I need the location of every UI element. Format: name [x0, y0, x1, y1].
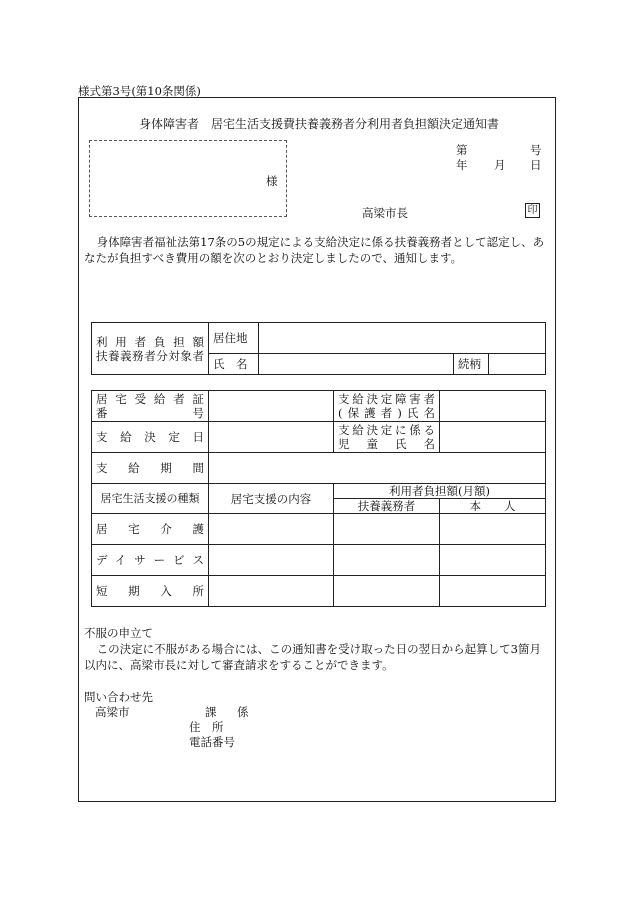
appeal-text: この決定に不服がある場合には、この通知書を受け取った日の翌日から起算して3箇月以内に、高梁市長に対して審査請求をすることができます。 [84, 642, 541, 672]
relation-value [489, 354, 546, 375]
document-title: 身体障害者 居宅生活支援費扶養義務者分利用者負担額決定通知書 [139, 117, 500, 131]
date-month: 月 [494, 158, 506, 172]
burden-target-header: 利用者負担額 扶養義務者分対象者 [92, 323, 209, 375]
contact-address-label: 住 所 [189, 720, 224, 734]
service-content-cell [209, 545, 334, 576]
doc-no-dai: 第 [456, 143, 468, 157]
decision-date-label: 支給決定日 [92, 422, 209, 453]
burden-self-cell [440, 576, 546, 607]
child-value [440, 422, 546, 453]
burden-supporter-header: 扶養義務者 [334, 499, 440, 514]
contact-ka: 課 [205, 705, 217, 719]
service-content-cell [209, 514, 334, 545]
doc-no-go: 号 [530, 143, 542, 157]
name-label: 氏 名 [209, 354, 259, 375]
service-content-header: 居宅支援の内容 [209, 484, 334, 514]
appeal-heading: 不服の申立て [84, 626, 153, 640]
child-label: 支給決定に係る 児童氏名 [334, 422, 440, 453]
applicant-table [91, 322, 546, 375]
date-year: 年 [456, 158, 468, 172]
recipient-cert-number [209, 391, 334, 422]
contact-city: 高梁市 [95, 705, 130, 719]
service-row-home-care: 居宅介護 [92, 514, 209, 545]
burden-supporter-cell [334, 545, 440, 576]
service-type-header: 居宅生活支援の種類 [92, 484, 209, 514]
contact-heading: 問い合わせ先 [84, 690, 153, 704]
seal-mark: 印 [525, 203, 540, 218]
issuer: 高梁市長 [362, 206, 408, 220]
burden-supporter-cell [334, 576, 440, 607]
burden-self-cell [440, 545, 546, 576]
body-text: 身体障害者福祉法第17条の5の規定による支給決定に係る扶養義務者として認定し、あなたが負担すべき費用の額を次のとおり決定しましたので、通知します。 [84, 235, 545, 265]
date-day: 日 [530, 158, 542, 172]
addressee-suffix: 様 [266, 174, 278, 188]
disabled-guardian-label: 支給決定障害者 (保護者)氏名 [334, 391, 440, 422]
decision-date-value [209, 422, 334, 453]
recipient-cert-label: 居宅受給者証 番号 [92, 391, 209, 422]
relation-label: 続柄 [454, 354, 489, 375]
burden-self-cell [440, 514, 546, 545]
service-table [91, 390, 546, 607]
name-value [259, 354, 454, 375]
burden-header: 利用者負担額(月額) [334, 484, 546, 499]
address-label: 居住地 [209, 323, 259, 354]
disabled-guardian-value [440, 391, 546, 422]
form-number: 様式第3号(第10条関係) [78, 84, 201, 98]
service-content-cell [209, 576, 334, 607]
contact-kakari: 係 [237, 705, 249, 719]
contact-phone-label: 電話番号 [189, 735, 235, 749]
addressee-box [89, 140, 287, 217]
burden-supporter-cell [334, 514, 440, 545]
service-row-short-stay: 短期入所 [92, 576, 209, 607]
period-value [209, 453, 546, 484]
period-label: 支給期間 [92, 453, 209, 484]
address-value [259, 323, 546, 354]
burden-self-header: 本 人 [440, 499, 546, 514]
service-row-day-service: デイサービス [92, 545, 209, 576]
